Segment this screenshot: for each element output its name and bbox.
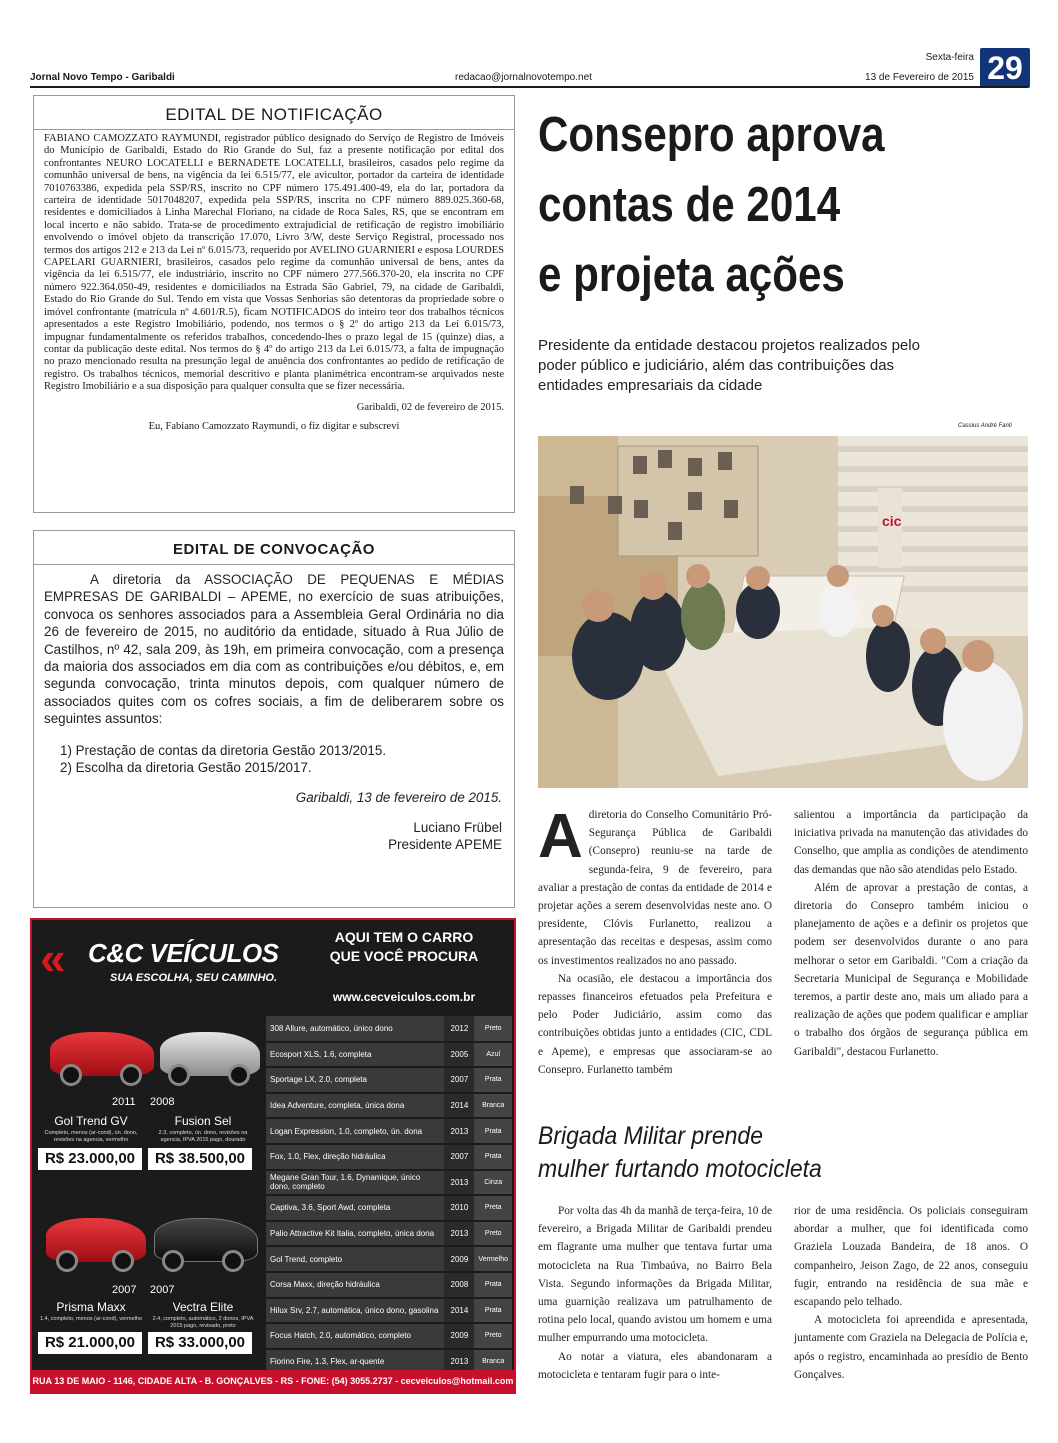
wheel-icon [228,1064,250,1086]
car-list-model: 308 Allure, automático, único dono [266,1016,444,1042]
dealer-website[interactable]: www.cecveiculos.com.br [332,990,476,1004]
convocation-notice [33,530,515,908]
car-dealer-ad[interactable] [30,918,516,1394]
article2-column-1 [538,1202,772,1384]
wheel-icon [112,1250,134,1272]
car-list-color: Preto [474,1016,512,1042]
car-list-color: Azul [474,1042,512,1068]
article-column-1 [538,802,772,1079]
car-list-row [266,1195,512,1221]
article-paragraph: A motocicleta foi apreendida e apresentada, juntamente com Graziela na Delegacia de Polícia e, após o registro, encaminhada ao presídio de Bento Gonçalves. [794,1314,1028,1381]
car-list-row [266,1221,512,1247]
photo-credit: Cassius André Fanti [958,423,1012,429]
car-list-model: Palio Attractive Kit Italia, completo, única dona [266,1221,444,1247]
car-list-color: Vermelho [474,1246,512,1272]
car-list-year: 2013 [444,1170,474,1196]
dealer-contact-footer: RUA 13 DE MAIO - 1146, CIDADE ALTA - B. GONÇALVES - RS - FONE: (54) 3055.2737 - cecveiculos@hotmail.com [32,1370,514,1392]
car-list-year: 2008 [444,1272,474,1298]
car-list-year: 2009 [444,1323,474,1349]
car-list-row [266,1170,512,1196]
convocation-date: Garibaldi, 13 de fevereiro de 2015. [295,789,502,805]
wheel-icon [162,1250,184,1272]
car-list-model: Idea Adventure, completa, única dona [266,1093,444,1119]
car-list-row [266,1118,512,1144]
header-rule [30,86,1028,88]
article-paragraph: Na ocasião, ele destacou a importância dos repasses financeiros efetuados pela Prefeitura e pelo Poder Judiciário, assim como das contribuições obtidas junto a entidades (CIC, CDL e Apeme), e empresas que associaram-se ao Consepro. Furlanetto também [538,972,772,1076]
car-list-model: Captiva, 3.6, Sport Awd, completa [266,1195,444,1221]
car-list-color: Prata [474,1118,512,1144]
car-list-model: Logan Expression, 1.0, completo, ún. dona [266,1118,444,1144]
car-model: Gol Trend GV [54,1114,128,1128]
article-paragraph: Ao notar a viatura, eles abandonaram a motocicleta e tentaram fugir para o inte- [538,1350,772,1381]
car-model: Fusion Sel [174,1114,232,1128]
car-list-color: Preto [474,1323,512,1349]
car-list-year: 2010 [444,1195,474,1221]
article2-column-2 [794,1202,1028,1384]
agenda-item: 2) Escolha da diretoria Gestão 2015/2017. [60,759,312,775]
dealer-name: C&C VEÍCULOS [88,938,279,968]
car-list-row [266,1093,512,1119]
article-paragraph: rior de uma residência. Os policiais conseguiram abordar a mulher, que foi identificada como Graziela Louzada Bandeira, de 18 anos. O companheiro, Jeison Zago, de 22 anos, conseguiu fugir, entrando na residência de sua mãe e escapando pelo telhado. [794,1205,1028,1309]
car-year: 2007 [112,1284,137,1296]
car-list-model: Sportage LX, 2.0, completa [266,1067,444,1093]
car-price: R$ 21.000,00 [38,1332,142,1354]
meeting-illustration [538,436,1028,788]
car-list-color: Preto [474,1221,512,1247]
car-list-model: Megane Gran Tour, 1.6, Dynamique, único dono, completo [266,1170,444,1196]
car-description: 2.3, completo, ún. dono, revisões na agencia, IPVA 2015 pago, dourado [158,1130,248,1143]
issue-date: 13 de Fevereiro de 2015 [865,72,974,83]
signer-role: Presidente APEME [388,836,502,852]
car-list-row [266,1042,512,1068]
car-description: 1.4, completo, menos (ar-cond), vermelho [39,1316,143,1322]
car-price: R$ 23.000,00 [38,1148,142,1170]
weekday: Sexta-feira [925,52,974,63]
headline-line: Consepro aprova [538,108,885,162]
car-list-row [266,1246,512,1272]
car-list-model: Fox, 1.0, Flex, direção hidráulica [266,1144,444,1170]
agenda-list [34,728,514,776]
car-list-year: 2013 [444,1118,474,1144]
page-number: 29 [980,48,1030,88]
tagline-line1: AQUI TEM O CARRO [334,929,474,945]
wheel-icon [168,1064,190,1086]
signer-name: Luciano Frübel [413,819,502,835]
car-list-model: Corsa Maxx, direção hidráulica [266,1272,444,1298]
car-list-model: Fiorino Fire, 1.3, Flex, ar-quente [266,1349,444,1375]
car-list-model: Focus Hatch, 2.0, automático, completo [266,1323,444,1349]
car-list-year: 2007 [444,1067,474,1093]
car-list-color: Cinza [474,1170,512,1196]
car-list-color: Prata [474,1067,512,1093]
notification-notice [33,95,515,513]
wheel-icon [120,1064,142,1086]
car-model: Vectra Elite [172,1300,234,1314]
tagline-line2: QUE VOCÊ PROCURA [329,948,479,964]
headline-line: e projeta ações [538,248,845,302]
article-paragraph: Além de aprovar a prestação de contas, a diretoria do Consepro também iniciou o planejamento de ações e a definir os projetos que podem ser desenvolvidos durante o ano para melhorar o setor em Garibaldi. "Com a criação da Secretaria Municipal de Segurança e Mobilidade teremos, a partir deste ano, mais um aliado para a realização de ações que podem qualificar e ampliar o trabalho dos órgãos de segurança pública em Garibaldi", destacou Furlanetto. [794,881,1028,1058]
car-list-row [266,1144,512,1170]
car-list-year: 2014 [444,1093,474,1119]
car-list-year: 2007 [444,1144,474,1170]
dealer-logo [40,932,285,992]
article2-headline [538,1120,906,1186]
car-list-model: Gol Trend, completo [266,1246,444,1272]
car-list-year: 2013 [444,1221,474,1247]
article-subtitle: Presidente da entidade destacou projetos realizados pelo poder público e judiciário, além das contribuições das entidades empresariais da cidade [538,337,920,394]
car-list-row [266,1323,512,1349]
car-list-model: Ecosport XLS, 1.6, completa [266,1042,444,1068]
article-paragraph: Por volta das 4h da manhã de terça-feira, 10 de fevereiro, a Brigada Militar de Garibaldi prendeu em flagrante uma mulher que tentava furtar uma motocicleta na Rua Timbaúva, no Bairro Bela Vista. Segundo informações da Brigada Militar, uma guarnição realizava um patrulhamento de rotina pelo local, quando avistou um homem e uma mulher empurrando uma motocicleta. [538,1205,772,1345]
car-list-row [266,1272,512,1298]
car-price: R$ 38.500,00 [148,1148,252,1170]
car-list [266,1016,512,1375]
agenda-item: 1) Prestação de contas da diretoria Gestão 2013/2015. [60,742,387,758]
car-model: Prisma Maxx [56,1300,126,1314]
meeting-photo [538,436,1028,788]
chevron-logo-icon: « [40,932,66,984]
notice-title: EDITAL DE NOTIFICAÇÃO [165,105,383,124]
article-paragraph: salientou a importância da participação da iniciativa privada na manutenção das atividades do Conselho, que amplia as condições de atendimento das demandas que não são atendidas pelo Estado. [794,809,1028,876]
car-description: 2.4, completo, automático, 2 donos, IPVA 2015 pago, revisado, preto [152,1316,254,1329]
car-list-color: Prata [474,1144,512,1170]
car-list-color: Prata [474,1272,512,1298]
car-list-year: 2005 [444,1042,474,1068]
article-paragraph: diretoria do Conselho Comunitário Pró-Segurança Pública de Garibaldi (Consepro) reuniu-se na tarde de segunda-feira, 9 de fevereiro, para avaliar a prestação de contas da entidade de 2014 e projetar ações a serem desenvolvidas neste ano. O presidente, Clóvis Furlanetto, realizou a apresentação das receitas e despesas, assim como os investimentos realizados no ano passado. [538,809,772,967]
car-list-row [266,1298,512,1324]
car-list-year: 2009 [444,1246,474,1272]
wheel-icon [56,1250,78,1272]
wheel-icon [60,1064,82,1086]
photo-logo: cic [882,513,902,529]
ad-tagline [294,928,514,966]
headline-line: contas de 2014 [538,178,841,232]
car-list-row [266,1067,512,1093]
car-list-color: Preta [474,1195,512,1221]
car-list-year: 2013 [444,1349,474,1375]
car-list-model: Hilux Srv, 2.7, automática, único dono, gasolina [266,1298,444,1324]
car-year: 2008 [150,1096,175,1108]
dealer-slogan: SUA ESCOLHA, SEU CAMINHO. [110,972,278,984]
article-headline [538,100,1002,310]
headline-line: mulher furtando motocicleta [538,1155,822,1183]
car-list-year: 2012 [444,1016,474,1042]
convocation-signer [34,805,514,853]
notice-signature: Eu, Fabiano Camozzato Raymundi, o fiz digitar e subscrevi [148,420,400,432]
car-year: 2007 [150,1284,175,1296]
notice-body: FABIANO CAMOZZATO RAYMUNDI, registrador público designado do Serviço de Registro de Imóveis do Município de Garibaldi, Estado do Rio Grande do Sul, faz a presente notificação por edital dos confrontantes NEURO LOCATELLI e BERNADETE LOCATELLI, brasileiros, casados pelo regime da comunhão universal de bens, na vigência da lei 6.515/77, ele avicultor, portador da carteira de identidade 7010763386, expedida pela SSP/RS, inscrito no CPF número 175.491.400-49, ela do lar, portadora da carteira de identidade 5017048207, expedida pela SSP/RS, inscrita no CPF número 889.025.360-68, residentes e domiciliados à Linha Marechal Floriano, na cidade de Roca Sales, RS, que se encontram em local incerto e não sabido. Trata-se de procedimento extrajudicial de retificação de registro imobiliário envolvendo o imóvel objeto da transcrição 17.070, Livro 3/W, deste Serviço Registral, processado nos termos dos artigos 212 e 213 da Lei nº 6.015/73, requerido por AVELINO GUARNIERI e esposa LOURDES CAPELARI GUARNIERI, brasileiros, casados pelo regime da comunhão universal de bens, antes da vigência da lei 6.515/77, ele industriário, inscrito no CPF número 277.566.370-20, ela inscrita no CPF número 922.364.050-49, residentes e domiciliados na Estrada São Gabriel, 79, na cidade de Garibaldi, Estado do Rio Grande do Sul. Tendo em vista que Vossas Senhorias são detentoras da propriedade sobre o imóvel confrontante (matrícula nº 4.601/R.5), ficam NOTIFICADOS do inteiro teor dos trabalhos técnicos apresentados a este Registro Imobiliário, podendo, nos termos o § 2º do artigo 213 da Lei 6.015/73, impugnar fundamentalmente os referidos trabalhos, concedendo-lhes o prazo legal de 15 (quinze) dias, a contar da publicação deste edital. Nos termos do § 4º do artigo 213 da Lei 6.015/73, a falta de impugnação no prazo mencionado resulta na presunção legal de anuência dos confrontantes ao pedido de retificação de registro. Os trabalhos técnicos, memorial descritivo e planta planimétrica encontram-se arquivados neste Registro Imobiliário e a sua disposição para qualquer consulta que se fizer necessária. [44,133,504,393]
car-year: 2011 [112,1096,136,1108]
convocation-body: A diretoria da ASSOCIAÇÃO DE PEQUENAS E MÉDIAS EMPRESAS DE GARIBALDI – APEME, no exercício de suas atribuições, convoca os senhores associados para a Assembleia Geral Ordinária no dia 26 de fevereiro de 2015, no auditório da entidade, situado à Rua Júlio de Castilhos, nº 42, sala 209, às 19h, em primeira convocação, com a presença da maioria dos associados em dia com as contribuições e/ou débitos, e, em segunda convocação, trinta minutos depois, com qualquer número de associados quites com os cofres sociais, a fim de deliberarem sobre os seguintes assuntos: [44,572,504,727]
convocation-title: EDITAL DE CONVOCAÇÃO [173,541,375,558]
notice-date: Garibaldi, 02 de fevereiro de 2015. [356,401,504,413]
wheel-icon [222,1250,244,1272]
drop-cap: A [538,802,583,871]
newsroom-email[interactable]: redacao@jornalnovotempo.net [455,72,592,83]
car-list-color: Branca [474,1093,512,1119]
headline-line: Brigada Militar prende [538,1122,764,1150]
newspaper-name: Jornal Novo Tempo - Garibaldi [30,72,175,83]
car-description: Completo, menos (ar-cond), ún. dono, revisões na agencia, vermelho [44,1130,138,1143]
car-list-year: 2014 [444,1298,474,1324]
car-list-row [266,1016,512,1042]
car-list-color: Prata [474,1298,512,1324]
car-list-color: Branca [474,1349,512,1375]
car-price: R$ 33.000,00 [148,1332,252,1354]
article-column-2 [794,806,1028,1061]
